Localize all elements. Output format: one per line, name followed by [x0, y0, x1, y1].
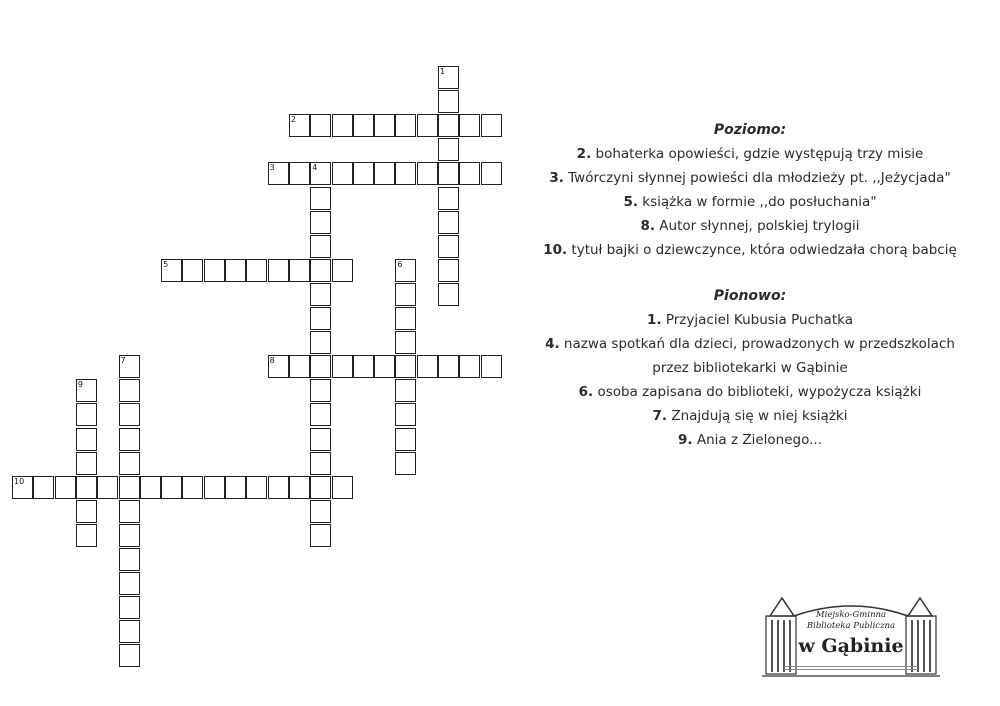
grid-cell[interactable] [119, 500, 140, 523]
grid-cell[interactable] [374, 114, 395, 137]
clue-item [520, 166, 980, 190]
grid-cell[interactable] [76, 452, 97, 475]
logo-line-2: Biblioteka Publiczna [806, 621, 896, 631]
clue-item [520, 142, 980, 166]
grid-cell[interactable] [310, 283, 331, 306]
clue-item-text: Znajdują się w niej książki [667, 408, 848, 424]
clue-item-number: 6. [578, 384, 594, 400]
grid-cell[interactable] [438, 90, 459, 113]
grid-cell[interactable] [76, 428, 97, 451]
grid-cell[interactable] [310, 428, 331, 451]
grid-cell[interactable] [182, 476, 203, 499]
clue-item-number: 4. [545, 336, 560, 352]
grid-cell[interactable] [310, 403, 331, 426]
grid-cell[interactable] [374, 355, 395, 378]
grid-cell[interactable] [310, 235, 331, 258]
grid-cell[interactable] [289, 355, 310, 378]
grid-cell[interactable] [438, 114, 459, 137]
down-clue-list [520, 308, 980, 452]
clue-item [520, 308, 980, 332]
clue-item-text: bohaterka opowieści, gdzie występują trzy misie [591, 146, 924, 162]
library-logo [760, 592, 942, 680]
grid-cell[interactable] [310, 114, 331, 137]
grid-cell[interactable] [310, 259, 331, 282]
grid-cell[interactable] [395, 114, 416, 137]
grid-cell[interactable] [119, 403, 140, 426]
grid-cell[interactable] [119, 428, 140, 451]
grid-cell[interactable] [395, 331, 416, 354]
grid-cell[interactable] [438, 211, 459, 234]
grid-cell[interactable] [332, 476, 353, 499]
grid-cell[interactable] [353, 162, 374, 185]
clue-item-number: 8. [640, 218, 655, 234]
grid-cell[interactable] [438, 355, 459, 378]
grid-cell[interactable] [76, 476, 97, 499]
clue-item-number: 9. [678, 432, 693, 448]
clue-number-label: 7 [120, 356, 126, 366]
grid-cell[interactable] [395, 307, 416, 330]
clues-panel [520, 118, 980, 452]
grid-cell[interactable] [481, 162, 502, 185]
clue-item-number: 2. [576, 146, 592, 162]
grid-cell[interactable] [140, 476, 161, 499]
grid-cell[interactable] [332, 114, 353, 137]
grid-cell[interactable] [119, 452, 140, 475]
grid-cell[interactable] [310, 307, 331, 330]
grid-cell[interactable] [225, 259, 246, 282]
across-title: Poziomo: [713, 122, 787, 138]
clue-number-label: 3 [269, 163, 275, 173]
grid-cell[interactable] [225, 476, 246, 499]
grid-cell[interactable] [289, 162, 310, 185]
clue-item-text: Twórczyni słynnej powieści dla młodzieży pt. ,,Jeżycjada" [563, 170, 951, 186]
grid-cell[interactable] [268, 476, 289, 499]
clue-item-text: Ania z Zielonego... [692, 432, 822, 448]
grid-cell[interactable] [76, 524, 97, 547]
across-section [520, 118, 980, 262]
logo-fine-print [784, 666, 918, 674]
grid-cell[interactable] [353, 355, 374, 378]
clue-item-text: nazwa spotkań dla dzieci, prowadzonych w przedszkolach [559, 336, 955, 352]
clue-item-number: 10. [543, 242, 568, 258]
clue-number-label: 1 [440, 67, 446, 76]
grid-cell[interactable] [182, 259, 203, 282]
grid-cell[interactable] [395, 428, 416, 451]
grid-cell[interactable] [119, 524, 140, 547]
grid-cell[interactable] [481, 355, 502, 378]
grid-cell[interactable] [310, 211, 331, 234]
clue-number-label: 6 [397, 259, 403, 269]
grid-cell[interactable] [332, 162, 353, 185]
grid-cell[interactable] [395, 355, 416, 378]
grid-cell[interactable] [438, 259, 459, 282]
clue-number-label: 2 [290, 115, 296, 125]
grid-cell[interactable] [332, 355, 353, 378]
logo-line-1: Miejsko-Gminna [815, 610, 887, 620]
clue-number-label: 5 [163, 259, 169, 269]
grid-cell[interactable] [289, 476, 310, 499]
grid-cell[interactable] [310, 476, 331, 499]
clue-item-text: osoba zapisana do biblioteki, wypożycza książki [593, 384, 922, 400]
clue-item-text: Przyjaciel Kubusia Puchatka [661, 312, 853, 328]
grid-cell[interactable] [438, 235, 459, 258]
grid-cell[interactable] [76, 500, 97, 523]
clue-item-text: przez bibliotekarki w Gąbinie [652, 360, 848, 376]
grid-cell[interactable] [459, 162, 480, 185]
grid-cell[interactable] [417, 162, 438, 185]
across-clue-list [520, 142, 980, 262]
grid-cell[interactable] [33, 476, 54, 499]
logo-text [760, 610, 942, 658]
grid-cell[interactable] [310, 331, 331, 354]
grid-cell[interactable] [119, 644, 140, 667]
grid-cell[interactable] [289, 259, 310, 282]
grid-cell[interactable] [438, 138, 459, 161]
grid-cell[interactable] [161, 476, 182, 499]
grid-cell[interactable] [246, 476, 267, 499]
clue-item-text: Autor słynnej, polskiej trylogii [655, 218, 860, 234]
clue-item [520, 380, 980, 404]
clue-number-label: 8 [269, 356, 275, 366]
grid-cell[interactable] [310, 524, 331, 547]
grid-cell[interactable] [119, 476, 140, 499]
clue-number-label: 9 [77, 380, 83, 390]
clue-item [520, 332, 980, 356]
clue-item-number: 5. [623, 194, 638, 210]
grid-cell[interactable] [310, 187, 331, 210]
grid-cell[interactable] [119, 596, 140, 619]
grid-cell[interactable] [395, 452, 416, 475]
grid-cell[interactable] [119, 548, 140, 571]
grid-cell[interactable] [374, 162, 395, 185]
grid-cell[interactable] [310, 500, 331, 523]
grid-cell[interactable] [417, 114, 438, 137]
grid-cell[interactable] [438, 187, 459, 210]
grid-cell[interactable] [204, 476, 225, 499]
grid-cell[interactable] [76, 403, 97, 426]
grid-cell[interactable] [119, 572, 140, 595]
clue-item-number: 1. [647, 312, 662, 328]
grid-cell[interactable] [353, 114, 374, 137]
grid-cell[interactable] [246, 259, 267, 282]
clue-item [520, 428, 980, 452]
clue-number-label: 4 [312, 163, 318, 173]
grid-cell[interactable] [55, 476, 76, 499]
grid-cell[interactable] [204, 259, 225, 282]
grid-cell[interactable] [97, 476, 118, 499]
grid-cell[interactable] [395, 379, 416, 402]
clue-number-label: 10 [14, 476, 25, 486]
down-section [520, 284, 980, 452]
clue-item [520, 356, 980, 380]
grid-cell[interactable] [310, 452, 331, 475]
clue-item-number: 7. [652, 408, 668, 424]
grid-cell[interactable] [395, 162, 416, 185]
grid-cell[interactable] [119, 379, 140, 402]
grid-cell[interactable] [268, 259, 289, 282]
grid-cell[interactable] [459, 355, 480, 378]
grid-cell[interactable] [119, 620, 140, 643]
grid-cell[interactable] [395, 403, 416, 426]
grid-cell[interactable] [459, 114, 480, 137]
grid-cell[interactable] [310, 379, 331, 402]
clue-item-text: książka w formie ,,do posłuchania" [637, 194, 877, 210]
clue-item-number: 3. [549, 170, 564, 186]
grid-cell[interactable] [438, 162, 459, 185]
logo-line-3: w Gąbinie [798, 635, 904, 657]
grid-cell[interactable] [438, 283, 459, 306]
clue-item-text: tytuł bajki o dziewczynce, która odwiedzała chorą babcię [567, 242, 957, 258]
grid-cell[interactable] [417, 355, 438, 378]
clue-item [520, 238, 980, 262]
down-title: Pionowo: [713, 288, 787, 304]
grid-cell[interactable] [395, 283, 416, 306]
clue-item [520, 404, 980, 428]
grid-cell[interactable] [310, 355, 331, 378]
grid-cell[interactable] [332, 259, 353, 282]
clue-item [520, 190, 980, 214]
clue-item [520, 214, 980, 238]
grid-cell[interactable] [481, 114, 502, 137]
